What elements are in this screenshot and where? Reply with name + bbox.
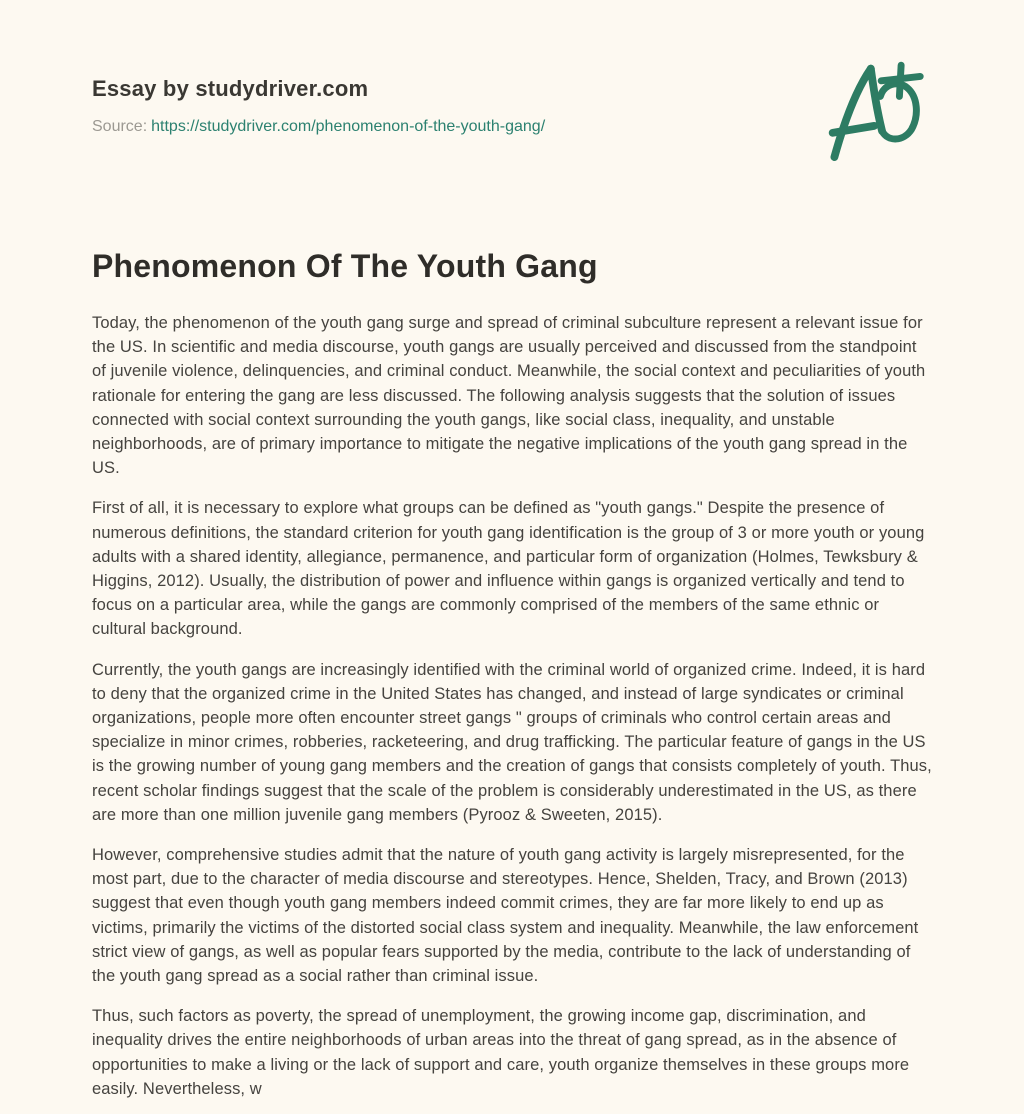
essay-paragraph: Thus, such factors as poverty, the spread of unemployment, the growing income gap, discrimination, and inequality drives the entire neighborhoods of urban areas into the threat of gang spread, as in the absence of opportunities to make a living or the lack of support and care, youth organize themselves in these groups more easily. Nevertheless, w — [92, 1007, 910, 1098]
source-link[interactable]: https://studydriver.com/phenomenon-of-the-youth-gang/ — [151, 118, 546, 135]
essay-paragraph: First of all, it is necessary to explore what groups can be defined as "youth gangs." Despite the presence of numerous definitions, the standard criterion for youth gang identification is the group of 3 or more youth or young adults with a shared identity, allegiance, permanence, and particular form of organization (Holmes, Tewksbury & Higgins, 2012). Usually, the distribution of power and influence within gangs is organized vertically and tend to focus on a particular area, while the gangs are commonly comprised of the members of the same ethnic or cultural background. — [92, 499, 925, 639]
source-label: Source: — [92, 118, 148, 135]
page-title: Essay by studydriver.com — [92, 76, 369, 101]
essay-paragraph: However, comprehensive studies admit that the nature of youth gang activity is largely misrepresented, for the most part, due to the character of media discourse and stereotypes. Hence, Shelden, Tracy, and Brown (2013) suggest that even though youth gang members indeed commit crimes, they are far more likely to end up as victims, primarily the victims of the distorted social class system and inequality. Meanwhile, the law enforcement strict view of gangs, as well as popular fears supported by the media, contribute to the lack of understanding of the youth gang spread as a social rather than criminal issue. — [92, 846, 919, 986]
essay-paragraph: Today, the phenomenon of the youth gang surge and spread of criminal subculture represent a relevant issue for the US. In scientific and media discourse, youth gangs are usually perceived and discussed from the standpoint of juvenile violence, delinquencies, and criminal conduct. Meanwhile, the social context and peculiarities of youth rationale for entering the gang are less discussed. The following analysis suggests that the solution of issues connected with social context surrounding the youth gangs, like social class, inequality, and unstable neighborhoods, are of primary importance to mitigate the negative implications of the youth gang spread in the US. — [92, 314, 926, 478]
article-title: Phenomenon Of The Youth Gang — [92, 248, 598, 284]
a-plus-logo-icon — [824, 58, 928, 166]
essay-body — [92, 311, 932, 1101]
essay-paragraph: Currently, the youth gangs are increasingly identified with the criminal world of organized crime. Indeed, it is hard to deny that the organized crime in the United States has changed, and instead of large syndicates or criminal organizations, people more often encounter street gangs " groups of criminals who control certain areas and specialize in minor crimes, robberies, racketeering, and drug trafficking. The particular feature of gangs in the US is the growing number of young gang members and the creation of gangs that consists completely of youth. Thus, recent scholar findings suggest that the scale of the problem is considerably underestimated in the US, as there are more than one million juvenile gang members (Pyrooz & Sweeten, 2015). — [92, 660, 932, 824]
source-line — [92, 118, 932, 136]
